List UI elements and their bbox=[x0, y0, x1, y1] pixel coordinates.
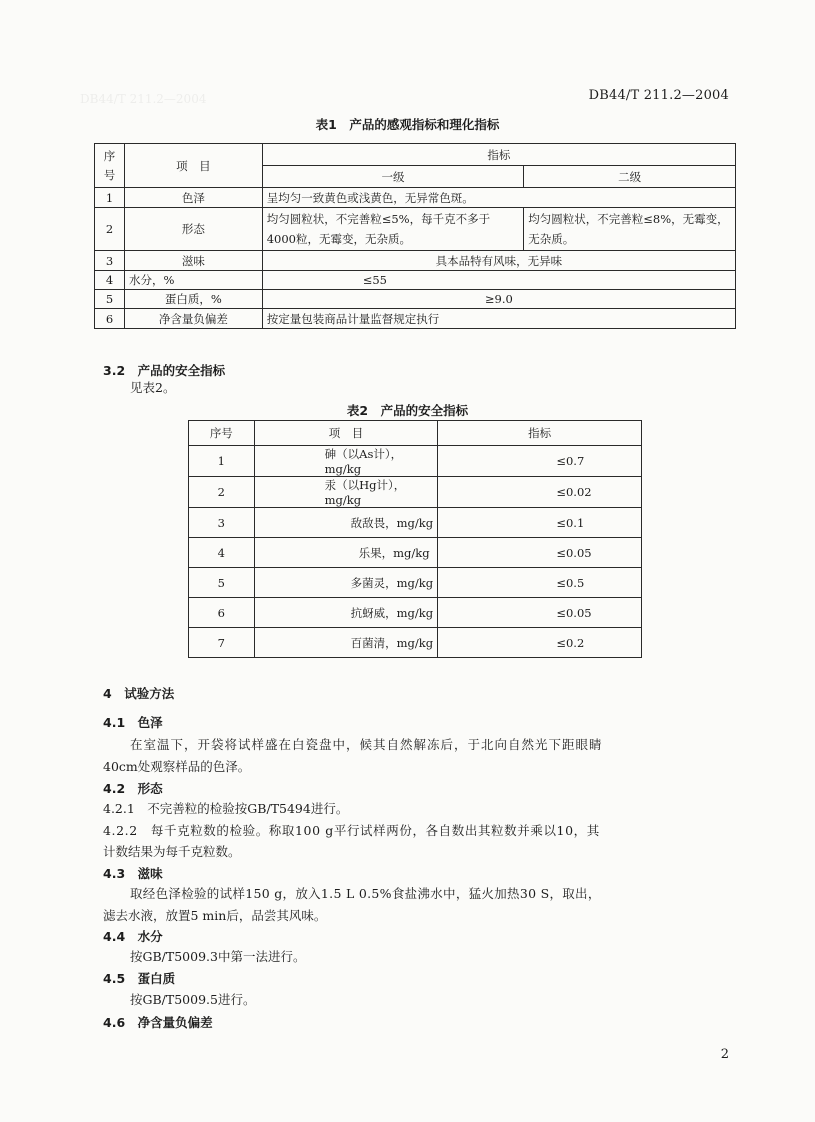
bleed-through-text: DB44/T 211.2—2004 bbox=[80, 92, 207, 106]
table1-sensory-physchem bbox=[94, 143, 736, 329]
table1-cell-no: 6 bbox=[95, 309, 125, 329]
table2-cell-value: ≤0.05 bbox=[438, 538, 642, 568]
table1-cell-no: 2 bbox=[95, 208, 125, 251]
table2-cell-value: ≤0.1 bbox=[438, 508, 642, 538]
table1-cell-item: 净含量负偏差 bbox=[124, 309, 262, 329]
table1-cell-no: 3 bbox=[95, 251, 125, 271]
table2-cell-item: 百菌清，mg/kg bbox=[254, 628, 438, 658]
section-4-6-heading: 4.6 净含量负偏差 bbox=[103, 1015, 213, 1030]
table2-cell-value: ≤0.5 bbox=[438, 568, 642, 598]
standard-code: DB44/T 211.2—2004 bbox=[588, 88, 729, 103]
section-4-2-1: 4.2.1 不完善粒的检验按GB/T5494进行。 bbox=[103, 801, 349, 816]
table2-cell-no: 4 bbox=[189, 538, 255, 568]
table2-caption: 表2 产品的安全指标 bbox=[346, 403, 469, 418]
table2-cell-item: 汞（以Hg计），mg/kg bbox=[254, 477, 438, 508]
table2-cell-value: ≤0.05 bbox=[438, 598, 642, 628]
table2-cell-item: 敌敌畏，mg/kg bbox=[254, 508, 438, 538]
section-4-1-line1: 在室温下，开袋将试样盛在白瓷盘中，候其自然解冻后，于北向自然光下距眼睛 bbox=[130, 737, 603, 752]
section-4-1-heading: 4.1 色泽 bbox=[103, 715, 163, 730]
section-4-1-line2: 40cm处观察样品的色泽。 bbox=[103, 759, 251, 774]
table1-header-grade2: 二级 bbox=[524, 166, 736, 188]
table1-cell-item: 滋味 bbox=[124, 251, 262, 271]
table1-cell-no: 5 bbox=[95, 290, 125, 309]
table2-cell-no: 7 bbox=[189, 628, 255, 658]
section-4-5-heading: 4.5 蛋白质 bbox=[103, 971, 176, 986]
table1-header-item: 项 目 bbox=[124, 144, 262, 188]
section-4-2-heading: 4.2 形态 bbox=[103, 781, 163, 796]
section-4-4-text: 按GB/T5009.3中第一法进行。 bbox=[130, 949, 306, 964]
section-4-3-line1: 取经色泽检验的试样150 g，放入1.5 L 0.5%食盐沸水中，猛火加热30 S，取出， bbox=[130, 886, 601, 901]
table2-cell-value: ≤0.7 bbox=[438, 446, 642, 477]
table1-cell-item: 蛋白质，% bbox=[124, 290, 262, 309]
table2-cell-value: ≤0.02 bbox=[438, 477, 642, 508]
table2-cell-no: 5 bbox=[189, 568, 255, 598]
table2-cell-no: 2 bbox=[189, 477, 255, 508]
section-4-5-text: 按GB/T5009.5进行。 bbox=[130, 992, 256, 1007]
section-4-4-heading: 4.4 水分 bbox=[103, 929, 163, 944]
section-4-2-2-line1: 4.2.2 每千克粒数的检验。称取100 g平行试样两份，各自数出其粒数并乘以10，其 bbox=[103, 823, 600, 838]
section-4-heading: 4 试验方法 bbox=[103, 686, 175, 701]
table1-cell-value: ≤55 bbox=[262, 271, 735, 290]
table1-cell-grade1: 均匀圆粒状，不完善粒≤5%，每千克不多于4000粒，无霉变，无杂质。 bbox=[262, 208, 524, 251]
table2-cell-value: ≤0.2 bbox=[438, 628, 642, 658]
table1-cell-grade2: 均匀圆粒状，不完善粒≤8%，无霉变，无杂质。 bbox=[524, 208, 736, 251]
table1-caption: 表1 产品的感观指标和理化指标 bbox=[315, 117, 500, 132]
table2-safety bbox=[188, 420, 642, 658]
table1-cell-value: 具本品特有风味，无异味 bbox=[262, 251, 735, 271]
page-number: 2 bbox=[720, 1047, 729, 1062]
section-4-3-heading: 4.3 滋味 bbox=[103, 866, 163, 881]
section-3-2-text: 见表2。 bbox=[130, 380, 176, 395]
table2-header-indicator: 指标 bbox=[438, 421, 642, 446]
table1-cell-item: 水分，% bbox=[124, 271, 262, 290]
table1-cell-no: 4 bbox=[95, 271, 125, 290]
table1-header-seq: 序 号 bbox=[95, 144, 125, 188]
table2-cell-item: 多菌灵，mg/kg bbox=[254, 568, 438, 598]
table2-cell-no: 1 bbox=[189, 446, 255, 477]
table2-header-seq: 序号 bbox=[189, 421, 255, 446]
table2-header-item: 项 目 bbox=[254, 421, 438, 446]
table1-cell-item: 形态 bbox=[124, 208, 262, 251]
table1-cell-value: 呈均匀一致黄色或浅黄色，无异常色斑。 bbox=[262, 188, 735, 208]
section-3-2-heading: 3.2 产品的安全指标 bbox=[103, 363, 226, 378]
table1-cell-value: 按定量包装商品计量监督规定执行 bbox=[262, 309, 735, 329]
table1-header-grade1: 一级 bbox=[262, 166, 524, 188]
table1-cell-value: ≥9.0 bbox=[262, 290, 735, 309]
table2-cell-item: 乐果，mg/kg bbox=[254, 538, 438, 568]
table2-cell-no: 6 bbox=[189, 598, 255, 628]
section-4-2-2-line2: 计数结果为每千克粒数。 bbox=[103, 844, 241, 859]
table2-cell-item: 抗蚜威，mg/kg bbox=[254, 598, 438, 628]
table1-header-indicator: 指标 bbox=[262, 144, 735, 166]
section-4-3-line2: 滤去水液，放置5 min后，品尝其风味。 bbox=[103, 908, 327, 923]
table1-cell-item: 色泽 bbox=[124, 188, 262, 208]
table1-cell-no: 1 bbox=[95, 188, 125, 208]
table2-cell-no: 3 bbox=[189, 508, 255, 538]
table2-cell-item: 砷（以As计），mg/kg bbox=[254, 446, 438, 477]
